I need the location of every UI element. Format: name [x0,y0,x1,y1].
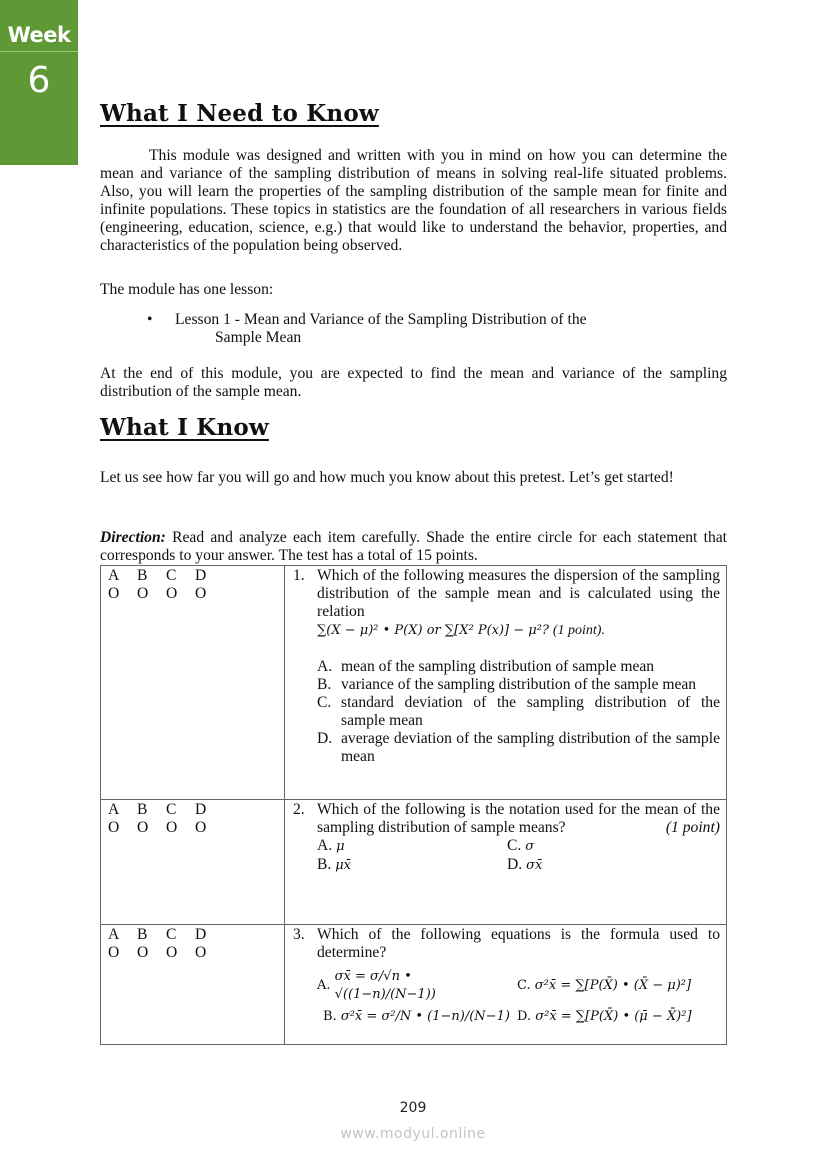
answer-circle-b[interactable]: O [137,944,149,961]
answer-letter-d: D [195,801,207,818]
question-cell [285,566,727,800]
answer-circle-d[interactable]: O [195,944,207,961]
question-formula: ∑(X − μ)² • P(X) or ∑[X² P(x)] − μ²? [317,623,549,638]
answer-circle-d[interactable]: O [195,585,207,602]
lesson-count-text: The module has one lesson: [100,281,274,298]
answer-circle-c[interactable]: O [166,585,178,602]
week-divider [0,51,78,52]
answer-letter-c: C [166,926,177,943]
answer-circle-c[interactable]: O [166,944,178,961]
week-number: 6 [27,60,51,101]
answer-circle-a[interactable]: O [108,944,120,961]
answer-letter-a: A [108,926,120,943]
question-row [101,566,727,800]
lesson-title-line1: Lesson 1 - Mean and Variance of the Sampling Distribution of the [175,311,587,328]
option-d: D. σx̄ [507,856,543,873]
week-label: Week [7,23,71,47]
direction-paragraph [100,529,727,565]
answer-circle-a[interactable]: O [108,585,120,602]
watermark: www.modyul.online [340,1126,486,1142]
answer-letter-a: A [108,801,120,818]
option-b: B. variance of the sampling distribution of the sample mean [317,676,697,693]
formula-text: σ²x̄ = ∑[P(X̄) • (X̄ − μ)²] [534,978,692,993]
direction-label: Direction: [100,529,166,546]
pretest-intro: Let us see how far you will go and how much you know about this pretest. Let’s get started! [100,469,674,486]
section-heading-what-i-need-to-know: What I Need to Know [100,100,379,127]
answer-circles [108,585,284,603]
answer-letter-b: B [137,567,148,584]
option-b: B. μx̄ [317,856,351,873]
answer-letter-b: B [137,801,148,818]
answer-circles [108,944,284,962]
question-points: (1 point). [552,623,605,638]
answer-circle-c[interactable]: O [166,819,178,836]
answer-circle-b[interactable]: O [137,819,149,836]
option-a: A. μ [317,837,345,854]
option-c: C. σ²x̄ = ∑[P(X̄) • (X̄ − μ)²] [517,978,692,993]
option-c: C. standard deviation of the sampling distribution of the sample mean [317,694,720,729]
direction-text: Read and analyze each item carefully. Shade the entire circle for each statement that corresponds to your answer. The test has a total of 15 points. [100,529,727,564]
answer-circles [108,819,284,837]
section-heading-what-i-know: What I Know [100,414,269,441]
option-a: A. σx̄ = σ/√n • √((1−n)/(N−1)) [317,968,517,1004]
formula-text: σ²x̄ = ∑[P(X̄) • (μ̄ − X̄)²] [535,1009,692,1024]
answer-circle-a[interactable]: O [108,819,120,836]
answer-letter-d: D [195,567,207,584]
answer-cell [101,566,285,800]
question-text: Which of the following measures the dispersion of the sampling distribution of the sample mean and is calculated using the relation [317,567,720,620]
pretest-table [100,565,727,1045]
answer-cell [101,800,285,925]
options-grid [317,837,720,875]
question-points: (1 point) [665,819,720,836]
question-row [101,800,727,925]
closing-paragraph: At the end of this module, you are expected to find the mean and variance of the sampling distribution of the sample mean. [100,365,727,400]
option-a: A. mean of the sampling distribution of sample mean [317,658,655,675]
answer-letters [108,926,284,944]
option-d: D. σ²x̄ = ∑[P(X̄) • (μ̄ − X̄)²] [517,1009,692,1024]
answer-letter-b: B [137,926,148,943]
answer-letter-d: D [195,926,207,943]
answer-letter-a: A [108,567,120,584]
question-text: Which of the following is the notation used for the mean of the sampling distribution of sample means? [317,801,720,836]
options-grid [317,968,720,1026]
answer-letters [108,801,284,819]
question-cell [285,925,727,1045]
answer-circle-d[interactable]: O [195,819,207,836]
question-number: 3. [293,926,305,943]
formula-text: σx̄ = σ/√n • √((1−n)/(N−1)) [334,969,436,1002]
question-row [101,925,727,1045]
formula-text: σ²x̄ = σ²/N • (1−n)/(N−1) [340,1009,510,1024]
option-d: D. average deviation of the sampling distribution of the sample mean [317,730,720,765]
question-cell [285,800,727,925]
option-c: C. σ [507,837,535,854]
question-text: Which of the following equations is the formula used to determine? [317,926,720,961]
answer-cell [101,925,285,1045]
question-number: 1. [293,567,305,584]
lesson-title-line2: Sample Mean [215,329,302,346]
answer-circle-b[interactable]: O [137,585,149,602]
question-number: 2. [293,801,305,818]
week-tab [0,0,78,165]
intro-paragraph: This module was designed and written with you in mind on how you can determine the mean and variance of the sampling distribution of means in solving real-life situated problems. Also, you will learn the properties of the sampling distribution of the sample mean for finite and infinite populations. These topics in statistics are the foundation of all researchers in various fields (engineering, education, science, e.g.) that would like to understand the behavior, properties, and characteristics of the population being observed. [100,147,727,254]
options-list [317,658,720,766]
answer-letter-c: C [166,801,177,818]
page-number: 209 [399,1100,427,1116]
answer-letters [108,567,284,585]
option-b: B. σ²x̄ = σ²/N • (1−n)/(N−1) [323,1009,510,1024]
answer-letter-c: C [166,567,177,584]
bullet-icon: • [147,311,153,328]
